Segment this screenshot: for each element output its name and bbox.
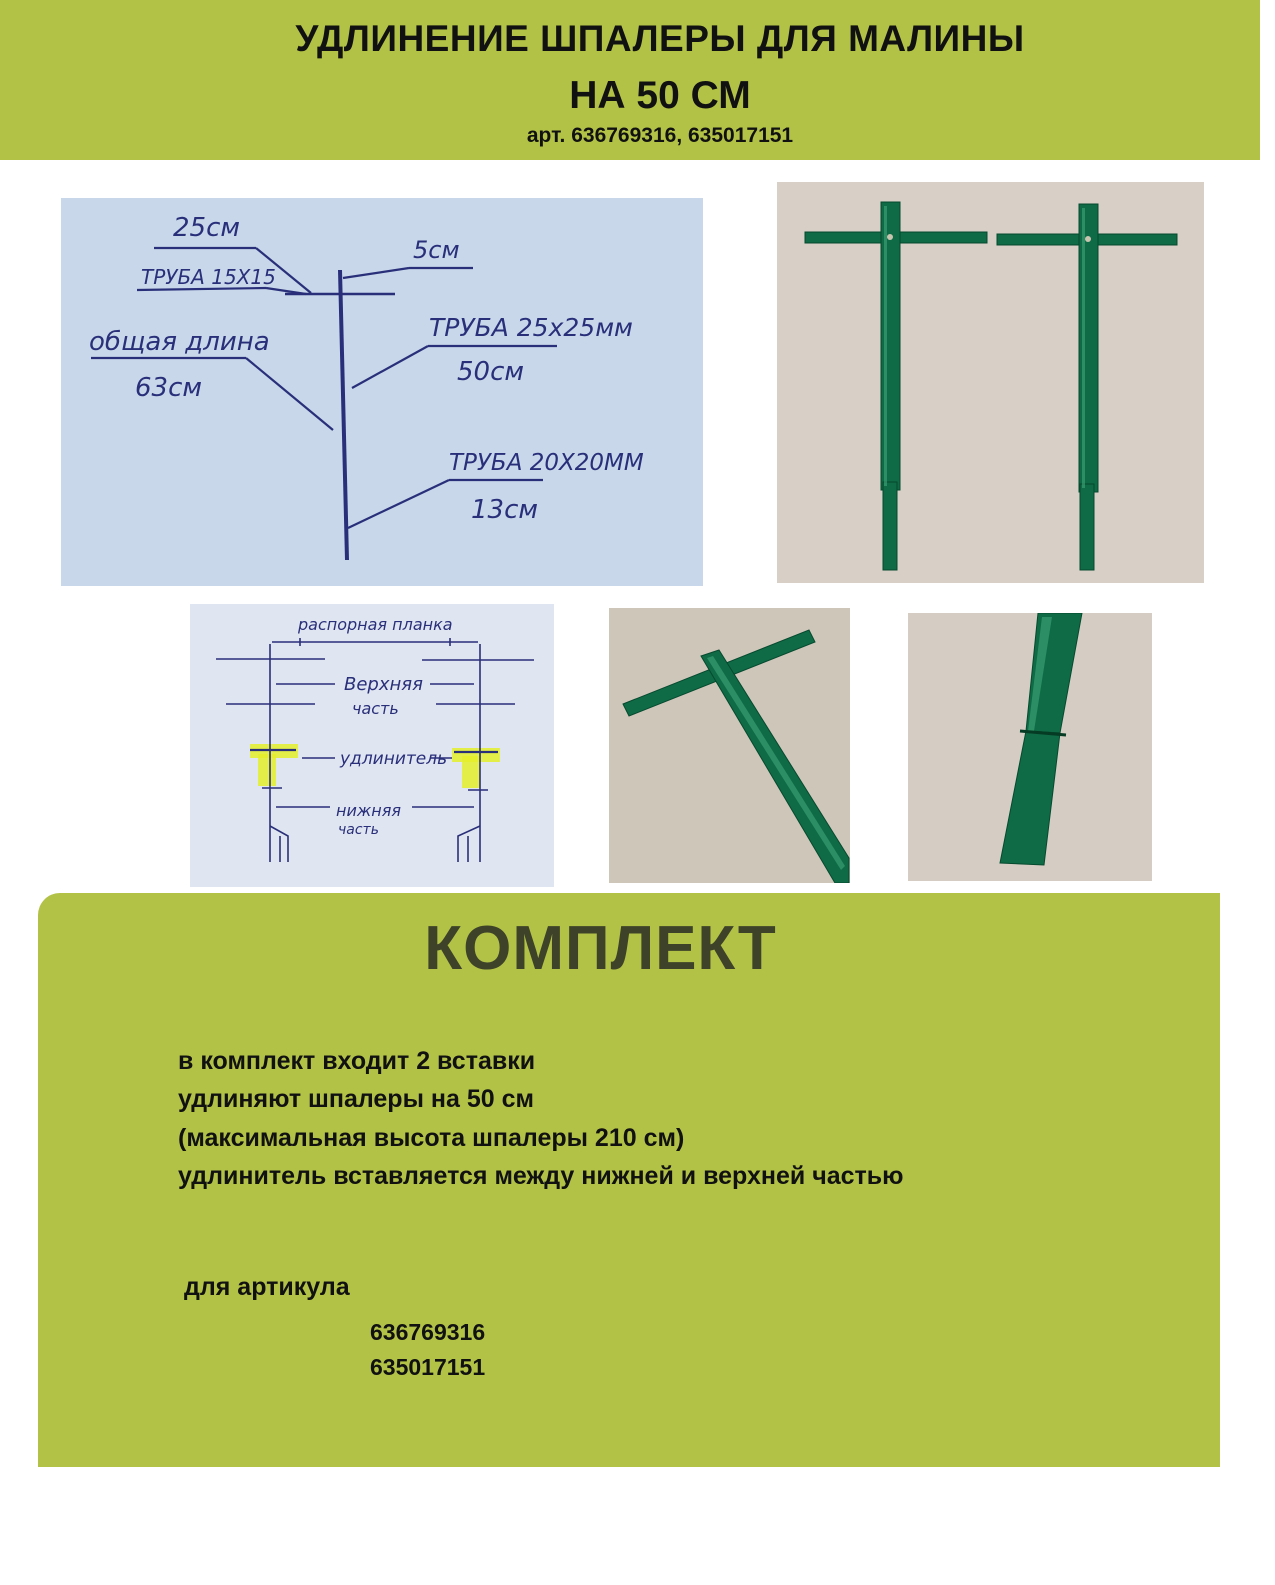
label-truba-20: ТРУБА 20Х20ММ (449, 450, 644, 476)
label-63cm: 63см (135, 373, 202, 403)
label-25cm: 25см (173, 213, 240, 243)
extenders-illustration (777, 182, 1204, 583)
page-subtitle: НА 50 СМ (569, 74, 751, 117)
label-spacer-bar: распорная планка (298, 615, 453, 634)
photo-t-joint (609, 608, 850, 883)
label-lower-part-2: часть (338, 822, 379, 838)
kit-line-2: удлиняют шпалеры на 50 см (178, 1085, 534, 1113)
kit-line-4: удлинитель вставляется между нижней и верхней частью (178, 1162, 904, 1190)
photo-two-extenders (777, 182, 1204, 583)
t-joint-illustration (609, 608, 850, 883)
label-5cm: 5см (413, 236, 460, 264)
kit-heading: КОМПЛЕКТ (424, 914, 777, 983)
photo-pipe-insert (908, 613, 1152, 881)
label-lower-part: нижняя (336, 801, 401, 820)
kit-line-3: (максимальная высота шпалеры 210 см) (178, 1124, 685, 1152)
label-truba-25: ТРУБА 25х25мм (429, 313, 633, 342)
kit-line-1: в комплект входит 2 вставки (178, 1047, 536, 1075)
kit-section (38, 893, 1220, 1467)
label-upper-part: Верхняя (344, 674, 423, 695)
article-number-1: 636769316 (370, 1319, 486, 1345)
label-total-length: общая длина (89, 327, 270, 357)
assembly-sketch (190, 604, 554, 887)
label-50cm: 50см (457, 357, 524, 387)
pipe-insert-illustration (908, 613, 1152, 881)
assembly-sketch-drawing (190, 604, 554, 887)
article-numbers: арт. 636769316, 635017151 (526, 124, 794, 147)
page-title: УДЛИНЕНИЕ ШПАЛЕРЫ ДЛЯ МАЛИНЫ (295, 18, 1025, 59)
dimension-sketch-drawing (61, 198, 703, 586)
label-truba-15: ТРУБА 15Х15 (141, 265, 276, 289)
article-number-2: 635017151 (370, 1354, 486, 1380)
label-13cm: 13см (471, 495, 538, 525)
for-article-label: для артикула (184, 1273, 350, 1301)
label-upper-part-2: часть (352, 699, 399, 718)
label-extender: удлинитель (340, 749, 448, 769)
dimension-sketch (61, 198, 703, 586)
header-banner (0, 0, 1260, 160)
